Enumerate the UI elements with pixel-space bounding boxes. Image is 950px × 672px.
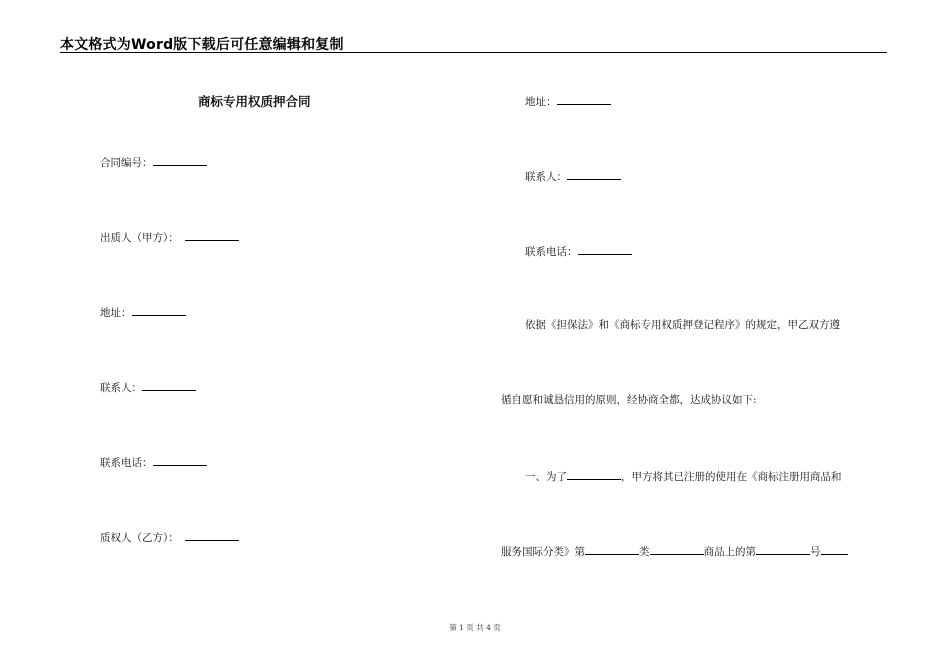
pledgor-address-label: 地址： — [100, 307, 132, 319]
agreement-paragraph-line-2: 循自愿和诚恳信用的原则，经协商全都，达成协议如下: — [501, 394, 757, 406]
class-number-blank — [585, 543, 639, 555]
pledgee-contact-field — [525, 168, 621, 184]
number-label: 号 — [810, 546, 821, 558]
classification-label: 服务国际分类》第 — [501, 546, 585, 558]
contract-number-blank — [153, 154, 207, 166]
contract-number-field — [100, 154, 207, 170]
pledgee-address-label: 地址： — [525, 96, 557, 108]
pledgee-blank — [185, 529, 239, 541]
pledgor-phone-field — [100, 454, 207, 470]
pledgor-address-field — [100, 304, 186, 320]
contract-number-label: 合同编号： — [100, 157, 153, 169]
goods-label: 商品上的第 — [703, 546, 756, 558]
document-banner: 本文格式为Word版下载后可任意编辑和复制 — [60, 37, 344, 53]
banner-divider — [60, 52, 887, 53]
clause-one-purpose-blank — [567, 468, 621, 480]
document-title: 商标专用权质押合同 — [198, 94, 311, 109]
pledgor-contact-blank — [142, 379, 196, 391]
trailing-blank — [821, 543, 848, 555]
pledgor-contact-field — [100, 379, 196, 395]
pledgee-label: 质权人（乙方）： — [100, 532, 179, 544]
pledgee-phone-label: 联系电话： — [525, 246, 578, 258]
pledgor-field — [100, 229, 239, 245]
pledgee-phone-blank — [578, 243, 632, 255]
pledgee-phone-field — [525, 243, 632, 259]
pledgee-contact-blank — [567, 168, 621, 180]
pledgor-phone-label: 联系电话： — [100, 457, 153, 469]
pledgee-field — [100, 529, 239, 545]
pledgor-phone-blank — [153, 454, 207, 466]
page-footer: 第 1 页 共 4 页 — [449, 623, 501, 632]
pledgee-address-field — [525, 93, 611, 109]
clause-one-line-1 — [525, 468, 842, 484]
goods-blank — [650, 543, 704, 555]
pledgor-address-blank — [132, 304, 186, 316]
registration-number-blank — [756, 543, 810, 555]
class-label: 类 — [639, 546, 650, 558]
clause-one-line-2 — [501, 543, 848, 559]
clause-one-prefix: 一、为了 — [525, 471, 567, 483]
pledgee-contact-label: 联系人： — [525, 171, 567, 183]
pledgor-label: 出质人（甲方）： — [100, 232, 179, 244]
pledgor-blank — [185, 229, 239, 241]
pledgee-address-blank — [557, 93, 611, 105]
agreement-paragraph-line-1: 依据《担保法》和《商标专用权质押登记程序》的规定，甲乙双方遵 — [525, 319, 840, 331]
clause-one-text: ，甲方将其已注册的使用在《商标注册用商品和 — [621, 471, 842, 483]
pledgor-contact-label: 联系人： — [100, 382, 142, 394]
